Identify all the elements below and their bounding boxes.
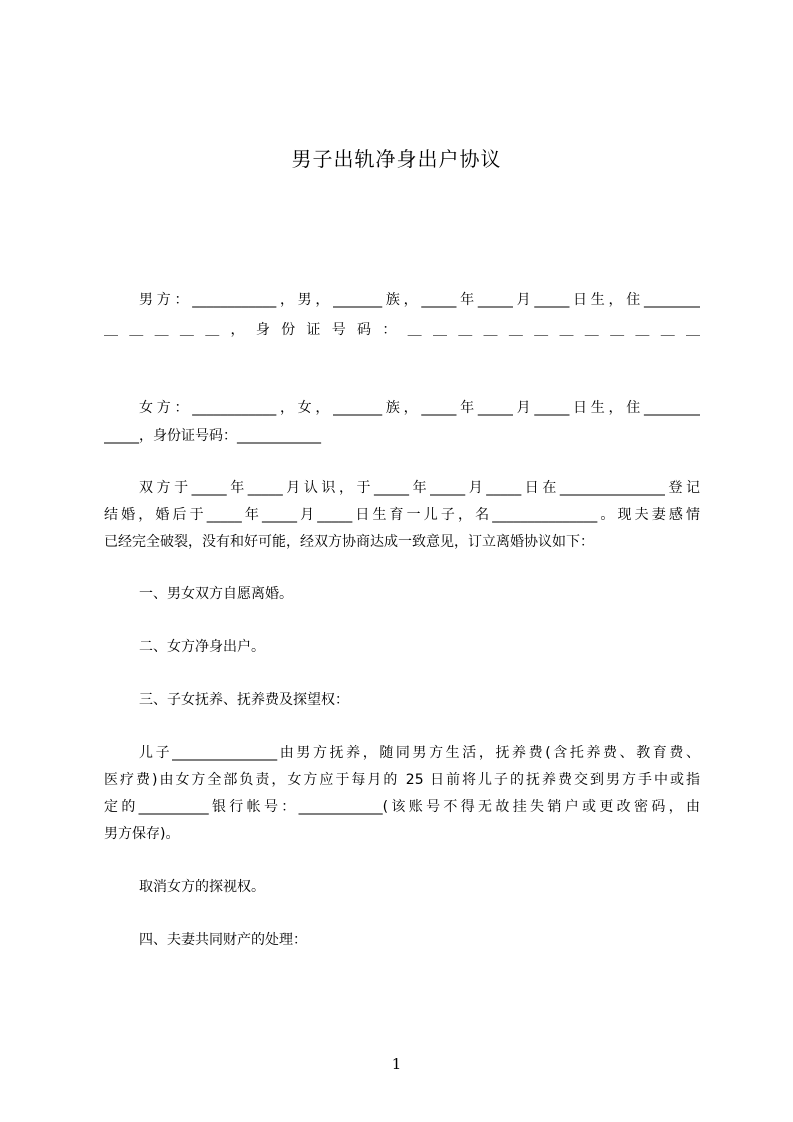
intro-line-2: 结婚，婚后于_____年_____月_____日生育一儿子，名_______________。现夫妻感情: [104, 507, 700, 523]
clause-3: 三、子女抚养、抚养费及探望权：: [139, 692, 349, 708]
male-party-line-1: 男方：____________，男，_______族，_____年_____月_____日生，住________: [139, 292, 700, 308]
clause-1: 一、男女双方自愿离婚。: [139, 586, 293, 602]
child-support-line-1: 儿子_______________由男方抚养，随同男方生活，抚养费(含托养费、教育费、: [139, 745, 700, 761]
female-party-line-2: _____，身份证号码：____________: [104, 428, 321, 444]
child-support-line-3: 定的__________银行帐号：____________(该账号不得无故挂失销户或更改密码，由: [104, 799, 700, 815]
clause-2: 二、女方净身出户。: [139, 639, 265, 655]
intro-line-1: 双方于_____年_____月认识，于_____年_____月_____日在_______________登记: [139, 480, 700, 496]
page-number: 1: [391, 1055, 402, 1073]
clause-4: 四、夫妻共同财产的处理：: [139, 932, 307, 948]
child-support-line-2: 医疗费)由女方全部负责，女方应于每月的 25 日前将儿子的抚养费交到男方手中或指: [104, 772, 700, 788]
visitation-clause: 取消女方的探视权。: [139, 879, 265, 895]
child-support-line-4: 男方保存)。: [104, 826, 180, 842]
document-title: 男子出轨净身出户协议: [291, 147, 502, 171]
male-party-line-2: ＿ ＿ ＿ ＿ ＿ ， 身 份 证 号 码 ： ＿ ＿ ＿ ＿ ＿ ＿ ＿ ＿ ＿ ＿ ＿ ＿: [104, 322, 700, 338]
intro-line-3: 已经完全破裂，没有和好可能，经双方协商达成一致意见，订立离婚协议如下：: [104, 534, 594, 550]
female-party-line-1: 女方：____________，女，_______族，_____年_____月_____日生，住________: [139, 400, 700, 416]
